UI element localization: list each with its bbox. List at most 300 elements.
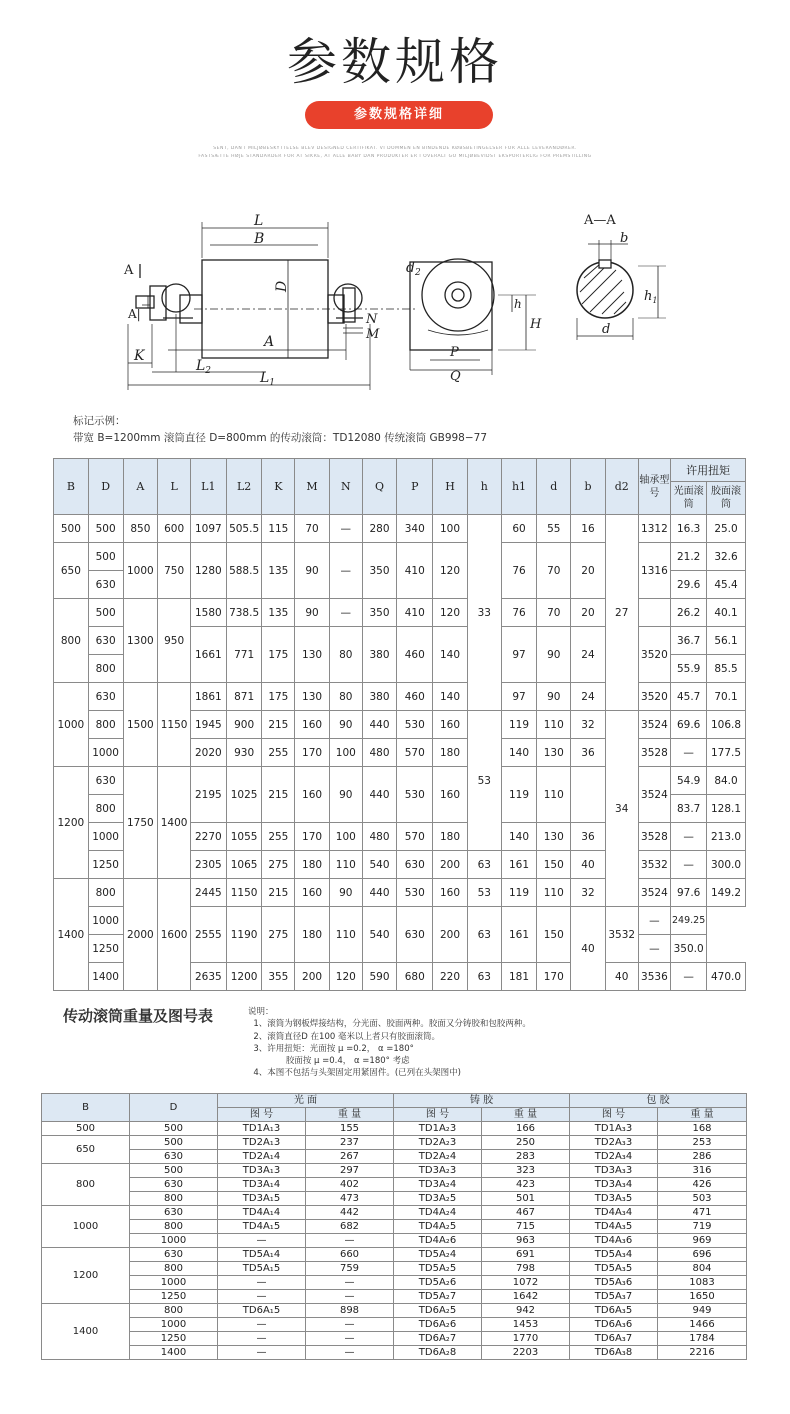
cell: 119 — [501, 767, 537, 823]
cell: 249.25 — [671, 907, 707, 935]
cell: TD4A₃6 — [570, 1234, 658, 1248]
cell: 460 — [397, 627, 433, 683]
cell: 1150 — [158, 683, 191, 767]
cell: 316 — [658, 1164, 747, 1178]
cell: 969 — [658, 1234, 747, 1248]
cell: 530 — [397, 879, 433, 907]
cell: 135 — [262, 543, 295, 599]
spec-detail-button[interactable]: 参数规格详细 — [305, 101, 493, 129]
cell: 1000 — [54, 683, 89, 767]
cell: 40 — [605, 963, 638, 991]
cell: 800 — [88, 795, 123, 823]
cell: 160 — [433, 711, 468, 739]
cell: 90 — [329, 879, 362, 907]
cell: 738.5 — [226, 599, 262, 627]
cell: 540 — [362, 851, 397, 879]
fine-print-1: SENT, DAN I MILJØBESKYTTELSE BLEV DESIGNED CERTIFIKAT. VI DOMMEN EN BINDENDE KØBSBETINGELSER FOR ALLE LEVERANDØRER. — [213, 146, 577, 151]
table-row — [42, 1262, 747, 1276]
cell: — — [306, 1290, 394, 1304]
cell: 1642 — [482, 1290, 570, 1304]
cell: 750 — [158, 543, 191, 599]
cell: 300.0 — [707, 851, 746, 879]
table-row — [42, 1192, 747, 1206]
cell: 53 — [467, 879, 501, 907]
dim-P-label: P — [450, 345, 459, 360]
col-Q: Q — [362, 459, 397, 515]
dim-d2-label: d — [406, 260, 415, 276]
col-L: L — [158, 459, 191, 515]
cell: 180 — [295, 907, 330, 963]
col-wrap: 包 胶 — [570, 1094, 747, 1108]
cell: 630 — [130, 1206, 218, 1220]
table-row — [42, 1206, 747, 1220]
cell: 70 — [295, 515, 330, 543]
cell: 1250 — [130, 1290, 218, 1304]
col-torque: 许用扭矩 — [671, 459, 746, 482]
cell: 1400 — [54, 879, 89, 991]
svg-text:h1 — [644, 289, 657, 305]
cell: — — [329, 515, 362, 543]
cell: 1055 — [226, 823, 262, 851]
cell: 800 — [130, 1304, 218, 1318]
cell: — — [306, 1234, 394, 1248]
col-b: b — [571, 459, 606, 515]
cell: 503 — [658, 1192, 747, 1206]
cell: 55 — [537, 515, 571, 543]
cell: 471 — [658, 1206, 747, 1220]
cell: 3524 — [638, 711, 671, 739]
cell: TD3A₁3 — [218, 1164, 306, 1178]
cell: 36.7 — [671, 627, 707, 655]
cell: 630 — [88, 627, 123, 655]
cell: 100 — [329, 823, 362, 851]
cell: 84.0 — [707, 767, 746, 795]
cell: 16 — [571, 515, 606, 543]
cell: 1861 — [190, 683, 226, 711]
cell: 800 — [130, 1192, 218, 1206]
cell: 423 — [482, 1178, 570, 1192]
dim-d-label: d — [602, 322, 611, 337]
cell: 69.6 — [671, 711, 707, 739]
cell: 80 — [329, 627, 362, 683]
cell: — — [218, 1290, 306, 1304]
dim-B-label: B — [254, 231, 265, 247]
cell: 26.2 — [671, 599, 707, 627]
cell: 110 — [329, 907, 362, 963]
cell: 426 — [658, 1178, 747, 1192]
col-d2: d2 — [605, 459, 638, 515]
dim-M-label: M — [366, 327, 380, 342]
cell: 570 — [397, 739, 433, 767]
cell: TD3A₁5 — [218, 1192, 306, 1206]
cell: 90 — [295, 599, 330, 627]
cell: TD5A₁4 — [218, 1248, 306, 1262]
cell: 54.9 — [671, 767, 707, 795]
table-row — [42, 1332, 747, 1346]
cell: 501 — [482, 1192, 570, 1206]
section-AA-label: A—A — [584, 213, 616, 228]
page-title: 参数规格 — [287, 33, 503, 91]
cell: 440 — [362, 767, 397, 823]
col-d: d — [537, 459, 571, 515]
cell: 90 — [329, 711, 362, 739]
cell: 106.8 — [707, 711, 746, 739]
cell: 215 — [262, 879, 295, 907]
table-row — [42, 1304, 747, 1318]
dim-L1-sub: 1 — [269, 378, 276, 388]
cell: 1000 — [123, 543, 158, 599]
cell: 119 — [501, 711, 537, 739]
cell: 45.7 — [671, 683, 707, 711]
cell: TD2A₂3 — [394, 1136, 482, 1150]
dim-A-label: A — [264, 334, 275, 350]
cell: 175 — [262, 683, 295, 711]
cell: 440 — [362, 879, 397, 907]
cell: 3532 — [638, 851, 671, 879]
cell: 177.5 — [707, 739, 746, 767]
cell: 630 — [88, 571, 123, 599]
cell: 1065 — [226, 851, 262, 879]
cell: 170 — [537, 963, 571, 991]
cell: 220 — [433, 963, 468, 991]
cell-b: 800 — [42, 1164, 130, 1206]
cell: 237 — [306, 1136, 394, 1150]
cell: 1312 — [638, 515, 671, 543]
cell: — — [218, 1318, 306, 1332]
cell: 1072 — [482, 1276, 570, 1290]
cell: 630 — [130, 1178, 218, 1192]
cell: 120 — [433, 599, 468, 627]
cell: 120 — [433, 543, 468, 599]
cell: 115 — [262, 515, 295, 543]
cell: 100 — [329, 739, 362, 767]
cell: 36 — [571, 823, 606, 851]
cell: TD5A₂7 — [394, 1290, 482, 1304]
cell: 800 — [54, 599, 89, 683]
cell-b: 650 — [42, 1136, 130, 1164]
col-M: M — [295, 459, 330, 515]
cell: 2020 — [190, 739, 226, 767]
cell: 800 — [88, 711, 123, 739]
cell: 1000 — [130, 1234, 218, 1248]
cell: 696 — [658, 1248, 747, 1262]
cell: 719 — [658, 1220, 747, 1234]
cell: 40 — [571, 907, 606, 991]
cell: 323 — [482, 1164, 570, 1178]
col-torque-smooth: 光面滚筒 — [671, 482, 707, 515]
cell: 1250 — [130, 1332, 218, 1346]
col-D: D — [88, 459, 123, 515]
cell: 1025 — [226, 767, 262, 823]
cell: 70.1 — [707, 683, 746, 711]
cell: TD3A₃3 — [570, 1164, 658, 1178]
col-N: N — [329, 459, 362, 515]
cell: — — [671, 823, 707, 851]
table-row — [42, 1276, 747, 1290]
cell: 20 — [571, 543, 606, 599]
cell: TD3A₂5 — [394, 1192, 482, 1206]
table-row — [54, 879, 746, 907]
cell: 1600 — [158, 879, 191, 991]
table-row — [42, 1318, 747, 1332]
cell: 798 — [482, 1262, 570, 1276]
cell: 24 — [571, 683, 606, 711]
cell: 32.6 — [707, 543, 746, 571]
cell: 45.4 — [707, 571, 746, 599]
cell: 2203 — [482, 1346, 570, 1360]
cell: 900 — [226, 711, 262, 739]
cell: 1000 — [130, 1276, 218, 1290]
cell: 140 — [501, 739, 537, 767]
table-row — [42, 1122, 747, 1136]
dim-h1-label: h — [644, 289, 653, 304]
cell: 166 — [482, 1122, 570, 1136]
cell — [571, 767, 606, 823]
cell: 630 — [397, 907, 433, 963]
dim-D-label: D — [274, 280, 290, 292]
cell: TD4A₁4 — [218, 1206, 306, 1220]
cell: TD5A₂5 — [394, 1262, 482, 1276]
cell: 215 — [262, 711, 295, 739]
cell: 29.6 — [671, 571, 707, 599]
cell: 36 — [571, 739, 606, 767]
table-row — [54, 767, 746, 795]
cell: 771 — [226, 627, 262, 683]
cell: 930 — [226, 739, 262, 767]
dim-N-label: N — [366, 312, 378, 327]
cell: 110 — [537, 711, 571, 739]
cell: TD6A₂5 — [394, 1304, 482, 1318]
section-A-top: A — [124, 263, 134, 278]
cell-b: 1400 — [42, 1304, 130, 1360]
cell: 380 — [362, 683, 397, 711]
cell: 150 — [537, 907, 571, 963]
svg-text:L1 — [259, 370, 275, 388]
col-K: K — [262, 459, 295, 515]
col-code: 图 号 — [218, 1108, 306, 1122]
cell: 90 — [295, 543, 330, 599]
dim-h-label: h — [514, 297, 522, 311]
table-row — [42, 1290, 747, 1304]
cell: 213.0 — [707, 823, 746, 851]
cell: 850 — [123, 515, 158, 543]
cell: 3524 — [638, 879, 671, 907]
cell: 120 — [329, 963, 362, 991]
table-row — [42, 1346, 747, 1360]
cell: 130 — [537, 739, 571, 767]
cell: 76 — [501, 599, 537, 627]
cell: 480 — [362, 823, 397, 851]
cell: TD6A₃8 — [570, 1346, 658, 1360]
cell: 500 — [130, 1122, 218, 1136]
cell: 340 — [397, 515, 433, 543]
cell: 410 — [397, 543, 433, 599]
cell: 160 — [295, 879, 330, 907]
dim-L1-label: L — [260, 370, 270, 386]
svg-text:L2 — [195, 358, 211, 376]
cell: 1500 — [123, 683, 158, 767]
cell-b: 1200 — [42, 1248, 130, 1304]
cell: 950 — [158, 599, 191, 683]
cell: 275 — [262, 907, 295, 963]
cell: 1150 — [226, 879, 262, 907]
cell: 2216 — [658, 1346, 747, 1360]
col-h: h — [467, 459, 501, 515]
cell: 160 — [295, 711, 330, 739]
cell: TD3A₂3 — [394, 1164, 482, 1178]
cell: 505.5 — [226, 515, 262, 543]
weight-table — [41, 1093, 747, 1360]
col-D: D — [130, 1094, 218, 1122]
cell: 21.2 — [671, 543, 707, 571]
cell: 170 — [295, 739, 330, 767]
cell: 63 — [467, 907, 501, 963]
cell: 350 — [362, 543, 397, 599]
svg-text:d2 — [406, 260, 421, 278]
cell: 570 — [397, 823, 433, 851]
cell: 280 — [362, 515, 397, 543]
cell: — — [218, 1346, 306, 1360]
dim-L-label: L — [254, 213, 264, 229]
cell: 175 — [262, 627, 295, 683]
cell: 350.0 — [671, 935, 707, 963]
col-B: B — [42, 1094, 130, 1122]
cell: 715 — [482, 1220, 570, 1234]
cell: TD6A₃7 — [570, 1332, 658, 1346]
cell: 130 — [295, 683, 330, 711]
cell: 630 — [88, 767, 123, 795]
cell: 800 — [88, 655, 123, 683]
section-A-bottom: A| — [128, 307, 141, 321]
cell: 149.2 — [707, 879, 746, 907]
cell: 97 — [501, 627, 537, 683]
cell: TD1A₁3 — [218, 1122, 306, 1136]
cell: 70 — [537, 543, 571, 599]
cell: 200 — [433, 907, 468, 963]
cell: 600 — [158, 515, 191, 543]
cell: 90 — [537, 627, 571, 683]
cell: 402 — [306, 1178, 394, 1192]
cell: 2305 — [190, 851, 226, 879]
cell: — — [306, 1318, 394, 1332]
cell: TD5A₂6 — [394, 1276, 482, 1290]
cell: 682 — [306, 1220, 394, 1234]
cell: 160 — [433, 767, 468, 823]
cell: 473 — [306, 1192, 394, 1206]
cell: 800 — [130, 1220, 218, 1234]
cell: TD4A₂5 — [394, 1220, 482, 1234]
cell: 180 — [433, 739, 468, 767]
cell: 2555 — [190, 907, 226, 963]
cell: 1097 — [190, 515, 226, 543]
cell: 170 — [295, 823, 330, 851]
cell: 630 — [397, 851, 433, 879]
col-bearing: 轴承型号 — [638, 459, 671, 515]
cell: 80 — [329, 683, 362, 711]
cell: — — [218, 1276, 306, 1290]
cell: TD5A₃4 — [570, 1248, 658, 1262]
cell: TD2A₂4 — [394, 1150, 482, 1164]
cell: 1190 — [226, 907, 262, 963]
col-L1: L1 — [190, 459, 226, 515]
cell: 1750 — [123, 767, 158, 879]
cell: 40.1 — [707, 599, 746, 627]
cell: TD2A₃3 — [570, 1136, 658, 1150]
cell: 63 — [467, 851, 501, 879]
cell: 530 — [397, 711, 433, 739]
col-weight: 重 量 — [482, 1108, 570, 1122]
col-P: P — [397, 459, 433, 515]
table-row — [42, 1150, 747, 1164]
cell: 83.7 — [671, 795, 707, 823]
cell: TD3A₃4 — [570, 1178, 658, 1192]
cell: TD5A₃6 — [570, 1276, 658, 1290]
table-row — [42, 1248, 747, 1262]
cell: 1400 — [158, 767, 191, 879]
dim-H-label: H — [530, 317, 542, 332]
table-row — [54, 543, 746, 571]
cell: 500 — [88, 515, 123, 543]
col-L2: L2 — [226, 459, 262, 515]
cell: — — [306, 1346, 394, 1360]
cell: 1000 — [130, 1318, 218, 1332]
cell: 1000 — [88, 739, 123, 767]
cell: 85.5 — [707, 655, 746, 683]
cell: 480 — [362, 739, 397, 767]
cell: — — [638, 907, 671, 935]
cell: 25.0 — [707, 515, 746, 543]
cell: 110 — [329, 851, 362, 879]
table-row — [42, 1164, 747, 1178]
cell: 20 — [571, 599, 606, 627]
cell: 1784 — [658, 1332, 747, 1346]
cell: TD1A₃3 — [570, 1122, 658, 1136]
cell: 1580 — [190, 599, 226, 627]
cell-b: 1000 — [42, 1206, 130, 1248]
cell: 215 — [262, 767, 295, 823]
cell: 467 — [482, 1206, 570, 1220]
dim-Q-label: Q — [450, 369, 461, 384]
cell: 128.1 — [707, 795, 746, 823]
cell: 1000 — [88, 907, 123, 935]
cell: 275 — [262, 851, 295, 879]
cell: 160 — [433, 879, 468, 907]
cell: TD5A₃7 — [570, 1290, 658, 1304]
cell: 97.6 — [671, 879, 707, 907]
cell: 3532 — [605, 907, 638, 963]
cell: 380 — [362, 627, 397, 683]
cell: TD6A₃6 — [570, 1318, 658, 1332]
cell: 1466 — [658, 1318, 747, 1332]
col-h1: h1 — [501, 459, 537, 515]
cell: 2195 — [190, 767, 226, 823]
table-row — [54, 599, 746, 627]
cell: 283 — [482, 1150, 570, 1164]
cell: 1770 — [482, 1332, 570, 1346]
table-row — [42, 1220, 747, 1234]
cell: 3524 — [638, 767, 671, 823]
cell: 500 — [130, 1164, 218, 1178]
table-row — [54, 515, 746, 543]
cell: TD1A₂3 — [394, 1122, 482, 1136]
cell: TD6A₁5 — [218, 1304, 306, 1318]
cell: 70 — [537, 599, 571, 627]
cell: 1000 — [88, 823, 123, 851]
dim-b-label: b — [620, 231, 629, 246]
cell: 286 — [658, 1150, 747, 1164]
cell: 1250 — [88, 851, 123, 879]
cell: 759 — [306, 1262, 394, 1276]
